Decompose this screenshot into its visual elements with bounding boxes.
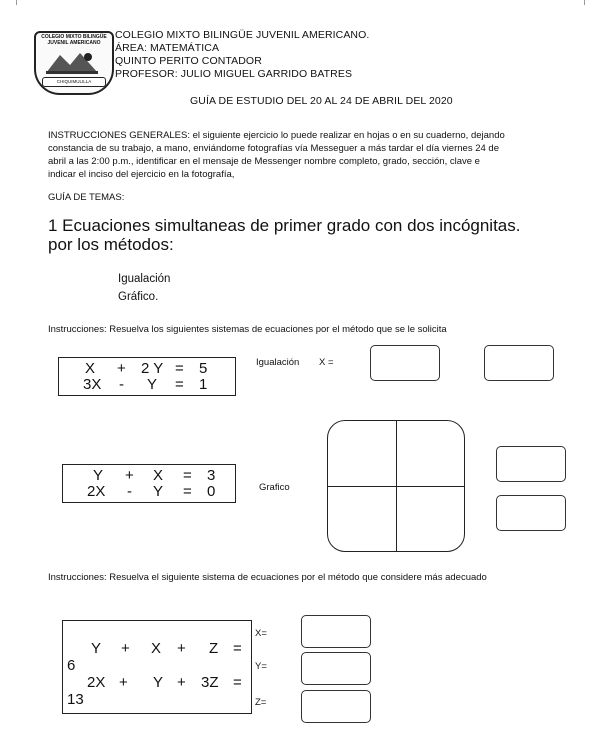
instructions-line-4: indicar el inciso del ejercicio en la fotografía, <box>48 169 235 180</box>
guide-title: GUÍA DE ESTUDIO DEL 20 AL 24 DE ABRIL DEL 2020 <box>190 95 453 107</box>
method-grafico: Gráfico. <box>118 291 159 303</box>
label-z: Z= <box>255 697 267 708</box>
answer-box-2[interactable] <box>484 345 554 381</box>
system-3-result-1: 6 <box>67 657 76 674</box>
instructions-line-2: constancia de su trabajo, a mano, enviándome fotografías vía Messeguer a más tardar el día viernes 24 de <box>48 143 499 154</box>
system-2-box: Y + X = 3 2X - Y = 0 <box>62 464 236 503</box>
topics-label: GUÍA DE TEMAS: <box>48 192 125 203</box>
topic-heading-line-1: 1 Ecuaciones simultaneas de primer grado con dos incógnitas. <box>48 216 521 235</box>
school-logo <box>34 31 114 95</box>
teacher-name: PROFESOR: JULIO MIGUEL GARRIDO BATRES <box>115 68 353 80</box>
grade-label: QUINTO PERITO CONTADOR <box>115 55 262 67</box>
graph-x-axis <box>328 486 464 487</box>
answer-box-4[interactable] <box>496 495 566 531</box>
system-1-box: X + 2 Y = 5 3X - Y = 1 <box>58 357 236 396</box>
logo-text: COLEGIO MIXTO BILINGÜE JUVENIL AMERICANO <box>41 34 107 46</box>
answer-box-y[interactable] <box>301 652 371 685</box>
topic-heading-line-2: por los métodos: <box>48 235 174 254</box>
answer-box-z[interactable] <box>301 690 371 723</box>
instructions-line-3: abril a las 2:00 p.m., identificar en el mensaje de Messenger nombre completo, grado, sección, clave e <box>48 156 480 167</box>
answer-box-3[interactable] <box>496 446 566 482</box>
method-label-igualacion: Igualación <box>256 357 300 368</box>
answer-box-1[interactable] <box>370 345 440 381</box>
instruction-2: Instrucciones: Resuelva los siguientes sistemas de ecuaciones por el método que se le solicita <box>48 324 447 335</box>
method-label-grafico: Grafico <box>259 482 290 493</box>
school-name: COLEGIO MIXTO BILINGÜE JUVENIL AMERICANO. <box>115 29 370 41</box>
page-edge-mark <box>16 0 17 5</box>
graph-grid[interactable] <box>327 420 465 552</box>
subject-area: ÁREA: MATEMÁTICA <box>115 42 220 54</box>
system-3-box: Y + X + Z = 6 2X + Y + 3Z = 13 <box>62 620 252 714</box>
answer-label-x: X = <box>319 357 334 368</box>
logo-emblem <box>44 49 100 75</box>
system-3-result-2: 13 <box>67 691 84 708</box>
instructions-line-1: INSTRUCCIONES GENERALES: el siguiente ejercicio lo puede realizar en hojas o en su cuaderno, dejando <box>48 130 505 141</box>
answer-box-x[interactable] <box>301 615 371 648</box>
label-y: Y= <box>255 661 267 672</box>
page-edge-mark <box>584 0 585 5</box>
logo-banner: CHIQUIMULILLA <box>42 77 106 87</box>
method-igualacion: Igualación <box>118 273 171 285</box>
instruction-3: Instrucciones: Resuelva el siguiente sistema de ecuaciones por el método que considere más adecuado <box>48 572 487 583</box>
label-x: X= <box>255 628 267 639</box>
